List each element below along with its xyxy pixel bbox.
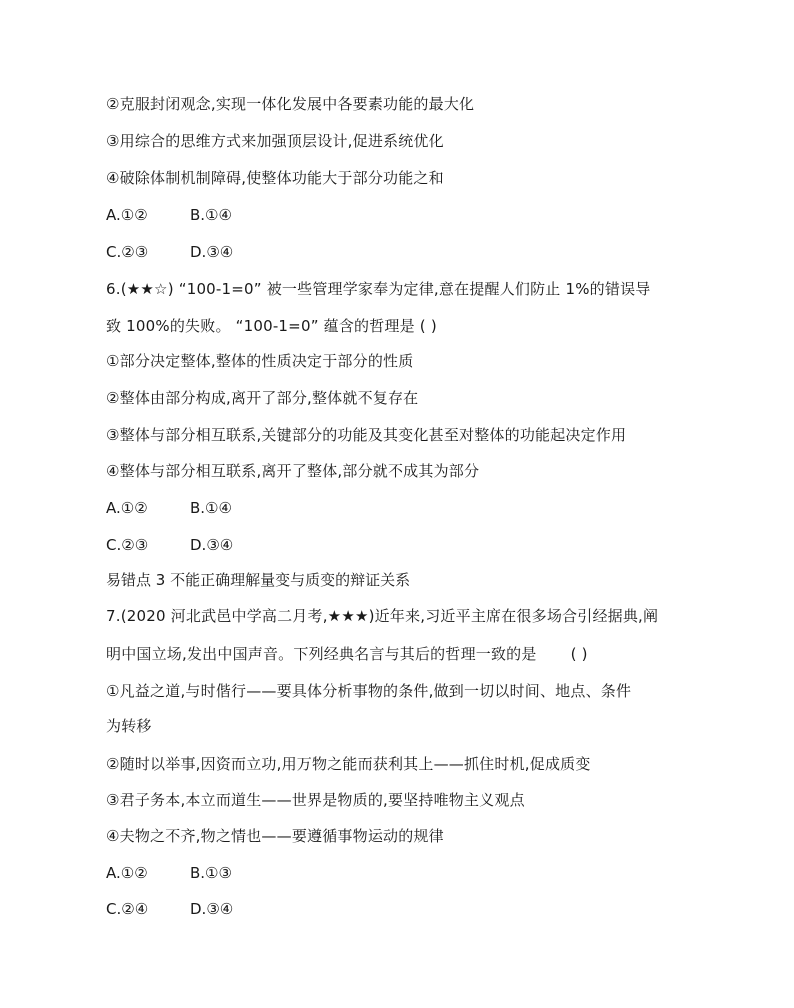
- q7-answer-paren: ( ): [570, 645, 588, 663]
- q6-stem-line1: 6.(★★☆) “100-1=0” 被一些管理学家奉为定律,意在提醒人们防止 1%的错误导: [106, 280, 651, 298]
- q6-item-3: ③整体与部分相互联系,关键部分的功能及其变化甚至对整体的功能起决定作用: [106, 426, 627, 444]
- q7-option-b: B.①③: [190, 864, 232, 882]
- q7-stem-line2: [106, 644, 588, 664]
- q7-item-4: ④夫物之不齐,物之情也——要遵循事物运动的规律: [106, 827, 444, 845]
- q5-item-3: ③用综合的思维方式来加强顶层设计,促进系统优化: [106, 132, 444, 150]
- q7-item-2: ②随时以举事,因资而立功,用万物之能而获利其上——抓住时机,促成质变: [106, 755, 591, 773]
- q7-stem-line1: 7.(2020 河北武邑中学高二月考,★★★)近年来,习近平主席在很多场合引经据典,阐: [106, 607, 659, 625]
- q6-item-2: ②整体由部分构成,离开了部分,整体就不复存在: [106, 389, 419, 407]
- q5-option-b: B.①④: [190, 206, 232, 224]
- q6-item-4: ④整体与部分相互联系,离开了整体,部分就不成其为部分: [106, 462, 480, 480]
- q7-item-1-line2: 为转移: [106, 717, 152, 735]
- q5-item-2: ②克服封闭观念,实现一体化发展中各要素功能的最大化: [106, 95, 475, 113]
- q6-option-a: A.①②: [106, 499, 148, 517]
- q5-option-a: A.①②: [106, 206, 148, 224]
- q7-option-a: A.①②: [106, 864, 148, 882]
- q5-option-c: C.②③: [106, 243, 149, 261]
- q7-stem-text: 明中国立场,发出中国声音。下列经典名言与其后的哲理一致的是: [106, 645, 537, 663]
- q6-option-c: C.②③: [106, 536, 149, 554]
- q5-item-4: ④破除体制机制障碍,使整体功能大于部分功能之和: [106, 169, 444, 187]
- q6-option-b: B.①④: [190, 499, 232, 517]
- q5-option-d: D.③④: [190, 243, 234, 261]
- q7-item-3: ③君子务本,本立而道生——世界是物质的,要坚持唯物主义观点: [106, 791, 525, 809]
- q6-option-d: D.③④: [190, 536, 234, 554]
- q7-item-1-line1: ①凡益之道,与时偕行——要具体分析事物的条件,做到一切以时间、地点、条件: [106, 682, 632, 700]
- q7-option-d: D.③④: [190, 900, 234, 918]
- q6-stem-line2: 致 100%的失败。 “100-1=0” 蕴含的哲理是 ( ): [106, 317, 437, 335]
- q6-item-1: ①部分决定整体,整体的性质决定于部分的性质: [106, 352, 414, 370]
- q7-option-c: C.②④: [106, 900, 149, 918]
- section-heading: 易错点 3 不能正确理解量变与质变的辩证关系: [106, 571, 411, 589]
